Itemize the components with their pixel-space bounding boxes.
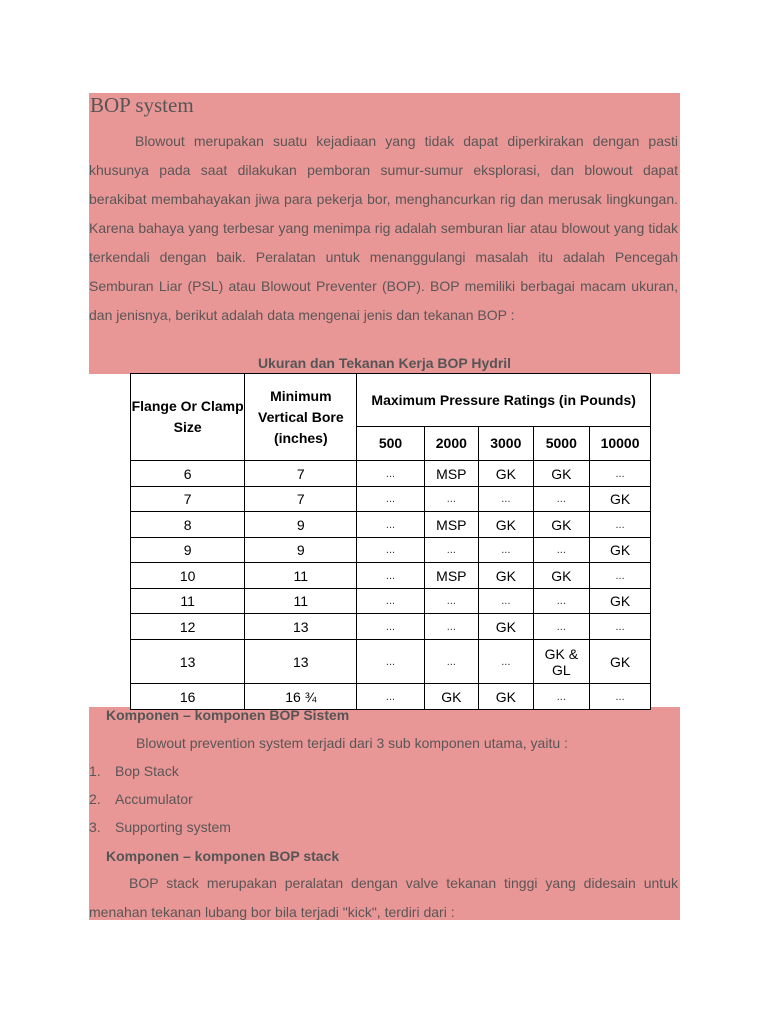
table-cell-p10000: ... — [590, 461, 651, 487]
list-text: Supporting system — [115, 819, 231, 835]
table-cell-size: 7 — [131, 487, 245, 512]
table-cell-p10000: ... — [590, 563, 651, 589]
table-cell-p5000: ... — [533, 589, 590, 614]
table-cell-size: 8 — [131, 512, 245, 538]
table-cell-p2000: ... — [424, 487, 478, 512]
table-row — [131, 589, 651, 614]
table-cell-p10000: ... — [590, 684, 651, 710]
list-number: 3. — [89, 819, 101, 835]
table-cell-bore: 13 — [245, 640, 357, 684]
header-pressure-group: Maximum Pressure Ratings (in Pounds) — [357, 374, 651, 427]
table-cell-p500: ... — [357, 487, 424, 512]
table-cell-p3000: ... — [479, 538, 533, 563]
header-pressure-4: 10000 — [590, 427, 651, 461]
table-row — [131, 538, 651, 563]
header-flange-size: Flange Or Clamp Size — [131, 374, 245, 461]
table-cell-p3000: GK — [479, 512, 533, 538]
table-cell-p3000: ... — [479, 487, 533, 512]
intro-paragraph — [89, 127, 678, 330]
list-text: Bop Stack — [115, 763, 179, 779]
bop-stack-text: BOP stack merupakan peralatan dengan valve tekanan tinggi yang didesain untuk menahan tekanan lubang bor bila terjadi "kick", terdiri dari : — [89, 875, 678, 920]
table-row — [131, 563, 651, 589]
list-item — [89, 791, 193, 807]
section-intro: Blowout prevention system terjadi dari 3 sub komponen utama, yaitu : — [136, 735, 568, 751]
table-cell-p2000: GK — [424, 684, 478, 710]
bop-pressure-table — [130, 373, 651, 710]
table-cell-p3000: GK — [479, 684, 533, 710]
list-item — [89, 763, 179, 779]
table-cell-p5000: GK — [533, 512, 590, 538]
list-number: 1. — [89, 763, 101, 779]
table-cell-p5000: GK — [533, 461, 590, 487]
table-cell-p10000: GK — [590, 538, 651, 563]
header-vertical-bore: Minimum Vertical Bore (inches) — [245, 374, 357, 461]
table-cell-bore: 7 — [245, 461, 357, 487]
table-cell-p5000: GK — [533, 563, 590, 589]
section-heading-bop-system: Komponen – komponen BOP Sistem — [106, 707, 350, 723]
table-cell-bore: 11 — [245, 563, 357, 589]
list-number: 2. — [89, 791, 101, 807]
header-pressure-3: 5000 — [533, 427, 590, 461]
table-caption: Ukuran dan Tekanan Kerja BOP Hydril — [257, 355, 512, 371]
table-cell-p500: ... — [357, 684, 424, 710]
header-pressure-1: 2000 — [424, 427, 478, 461]
table-cell-p500: ... — [357, 589, 424, 614]
table-row — [131, 684, 651, 710]
table-cell-p3000: GK — [479, 614, 533, 640]
table-cell-p10000: GK — [590, 487, 651, 512]
table-cell-p5000: ... — [533, 487, 590, 512]
table-cell-p500: ... — [357, 563, 424, 589]
table-cell-p5000: ... — [533, 684, 590, 710]
table-cell-p3000: ... — [479, 640, 533, 684]
table-cell-p5000: GK & GL — [533, 640, 590, 684]
table-cell-p5000: ... — [533, 614, 590, 640]
table-cell-p2000: MSP — [424, 512, 478, 538]
table-cell-p10000: ... — [590, 512, 651, 538]
table-cell-p2000: ... — [424, 640, 478, 684]
table-cell-bore: 13 — [245, 614, 357, 640]
list-text: Accumulator — [115, 791, 193, 807]
table-cell-p2000: MSP — [424, 461, 478, 487]
table-cell-p3000: GK — [479, 563, 533, 589]
list-item — [89, 819, 231, 835]
table-cell-p10000: GK — [590, 589, 651, 614]
table-cell-size: 12 — [131, 614, 245, 640]
table-cell-p500: ... — [357, 461, 424, 487]
bop-stack-paragraph — [89, 869, 678, 927]
table-cell-size: 9 — [131, 538, 245, 563]
section-heading-bop-stack: Komponen – komponen BOP stack — [106, 848, 340, 864]
table-cell-p3000: ... — [479, 589, 533, 614]
table-cell-p2000: MSP — [424, 563, 478, 589]
table-cell-size: 13 — [131, 640, 245, 684]
table-cell-p2000: ... — [424, 589, 478, 614]
table-cell-p3000: GK — [479, 461, 533, 487]
table-cell-size: 11 — [131, 589, 245, 614]
table-row — [131, 640, 651, 684]
table-cell-p10000: GK — [590, 640, 651, 684]
table-cell-size: 6 — [131, 461, 245, 487]
table-cell-bore: 7 — [245, 487, 357, 512]
table-row — [131, 461, 651, 487]
table-cell-bore: 9 — [245, 512, 357, 538]
header-pressure-2: 3000 — [479, 427, 533, 461]
table-cell-bore: 9 — [245, 538, 357, 563]
table-row — [131, 614, 651, 640]
table-cell-size: 16 — [131, 684, 245, 710]
table-cell-bore: 16 ¾ — [245, 684, 357, 710]
table-cell-p500: ... — [357, 614, 424, 640]
table-cell-p500: ... — [357, 640, 424, 684]
intro-text: Blowout merupakan suatu kejadiaan yang tidak dapat diperkirakan dengan pasti khusunya pada saat dilakukan pemboran sumur-sumur eksplorasi, dan blowout dapat berakibat membahayakan jiwa para pekerja bor, menghancurkan rig dan merusak lingkungan. Karena bahaya yang terbesar yang menimpa rig adalah semburan liar atau blowout yang tidak terkendali dengan baik. Peralatan untuk menanggulangi masalah itu adalah Pencegah Semburan Liar (PSL) atau Blowout Preventer (BOP). BOP memiliki berbagai macam ukuran, dan jenisnya, berikut adalah data mengenai jenis dan tekanan BOP : — [89, 133, 678, 323]
table-cell-p5000: ... — [533, 538, 590, 563]
document-title: BOP system — [90, 93, 194, 117]
table-row — [131, 512, 651, 538]
table-row — [131, 487, 651, 512]
table-cell-size: 10 — [131, 563, 245, 589]
table-cell-bore: 11 — [245, 589, 357, 614]
table-cell-p2000: ... — [424, 614, 478, 640]
table-cell-p2000: ... — [424, 538, 478, 563]
table-body — [131, 461, 651, 710]
table-cell-p10000: ... — [590, 614, 651, 640]
header-pressure-0: 500 — [357, 427, 424, 461]
table-cell-p500: ... — [357, 538, 424, 563]
table-cell-p500: ... — [357, 512, 424, 538]
